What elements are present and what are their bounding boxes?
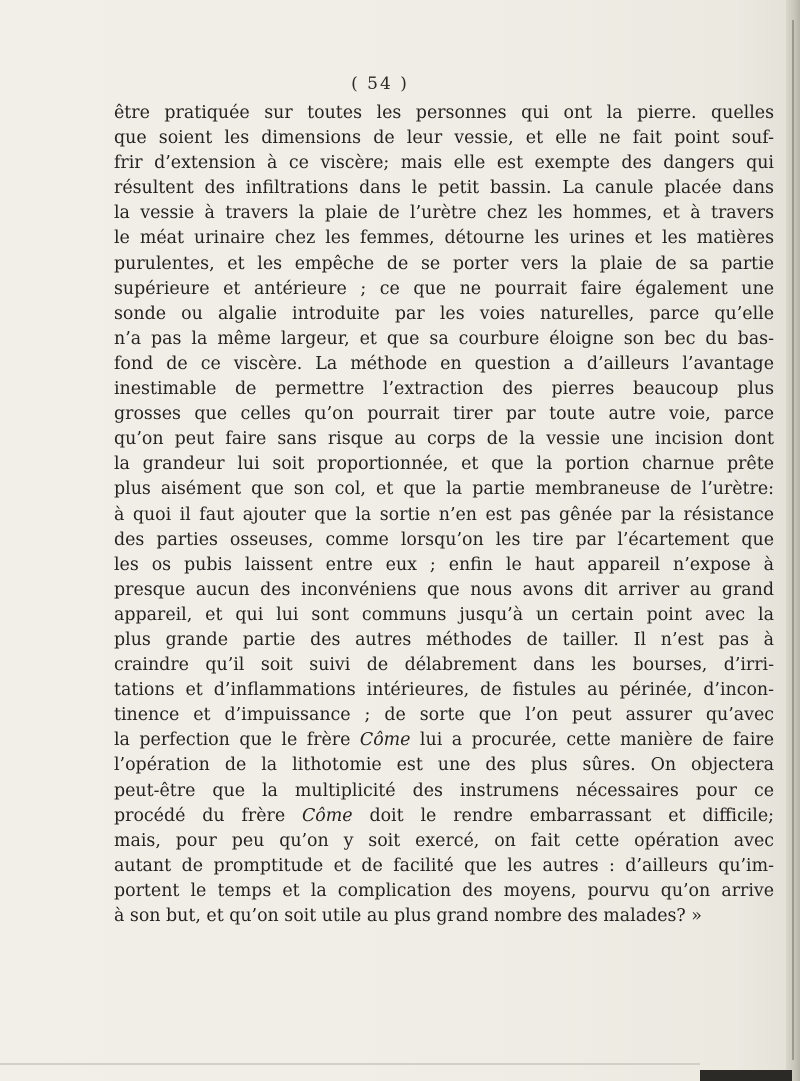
page-body-text	[114, 101, 774, 929]
binding-line	[792, 20, 794, 1060]
page-number: ( 54 )	[351, 74, 409, 94]
text-line: presque aucun des inconvéniens que nous avons dit arriver au grand	[114, 579, 774, 600]
text-line: tinence et d’impuissance ; de sorte que l’on peut assurer qu’avec	[114, 705, 774, 726]
text-line: inestimable de permettre l’extraction des pierres beaucoup plus	[114, 379, 774, 400]
text-line: autant de promptitude et de facilité que les autres : d’ailleurs qu’im-	[114, 855, 774, 876]
text-line: supérieure et antérieure ; ce que ne pourrait faire également une	[114, 278, 774, 299]
text-line: être pratiquée sur toutes les personnes qui ont la pierre. quelles	[114, 103, 774, 123]
text-line: la perfection que le frère Côme lui a procurée, cette manière de faire	[114, 730, 774, 751]
text-line: résultent des infiltrations dans le petit bassin. La canule placée dans	[114, 178, 774, 199]
text-line: n’a pas la même largeur, et que sa courbure éloigne son bec du bas-	[114, 328, 774, 349]
text-line: purulentes, et les empêche de se porter vers la plaie de sa partie	[114, 253, 774, 274]
text-line: portent le temps et la complication des moyens, pourvu qu’on arrive	[114, 880, 774, 901]
text-line: fond de ce viscère. La méthode en question a d’ailleurs l’avantage	[114, 353, 774, 374]
scan-edge-strip	[700, 1070, 792, 1081]
text-line: l’opération de la lithotomie est une des plus sûres. On objectera	[114, 755, 774, 776]
text-line: procédé du frère Côme doit le rendre embarrassant et difficile;	[114, 805, 774, 826]
text-line: des parties osseuses, comme lorsqu’on les tire par l’écartement que	[114, 529, 774, 550]
text-line: que soient les dimensions de leur vessie, et elle ne fait point souf-	[114, 128, 774, 149]
text-line: la grandeur lui soit proportionnée, et que la portion charnue prête	[114, 454, 774, 475]
text-line: la vessie à travers la plaie de l’urètre chez les hommes, et à travers	[114, 203, 774, 224]
text-line: plus grande partie des autres méthodes de tailler. Il n’est pas à	[114, 629, 774, 650]
text-line: plus aisément que son col, et que la partie membraneuse de l’urètre:	[114, 479, 774, 500]
text-line: les os pubis laissent entre eux ; enfin le haut appareil n’expose à	[114, 554, 774, 575]
italic-name: Côme	[302, 805, 353, 826]
text-line: sonde ou algalie introduite par les voies naturelles, parce qu’elle	[114, 303, 774, 324]
italic-name: Côme	[359, 730, 411, 751]
text-line: frir d’extension à ce viscère; mais elle est exempte des dangers qui	[114, 153, 774, 174]
text-line: à son but, et qu’on soit utile au plus grand nombre des malades? »	[114, 906, 702, 926]
text-line: le méat urinaire chez les femmes, détourne les urines et les matières	[114, 228, 774, 249]
bottom-rule	[0, 1063, 700, 1065]
text-line: craindre qu’il soit suivi de délabrement dans les bourses, d’irri-	[114, 655, 774, 676]
text-line: qu’on peut faire sans risque au corps de la vessie une incision dont	[114, 429, 774, 450]
text-line: mais, pour peu qu’on y soit exercé, on fait cette opération avec	[114, 830, 774, 851]
text-line: peut-être que la multiplicité des instrumens nécessaires pour ce	[114, 780, 774, 801]
text-line: grosses que celles qu’on pourrait tirer par toute autre voie, parce	[114, 404, 774, 425]
text-line: à quoi il faut ajouter que la sortie n’en est pas gênée par la résistance	[114, 504, 774, 525]
text-line: tations et d’inflammations intérieures, de fistules au périnée, d’incon-	[114, 680, 774, 701]
text-line: appareil, et qui lui sont communs jusqu’à un certain point avec la	[114, 604, 774, 625]
